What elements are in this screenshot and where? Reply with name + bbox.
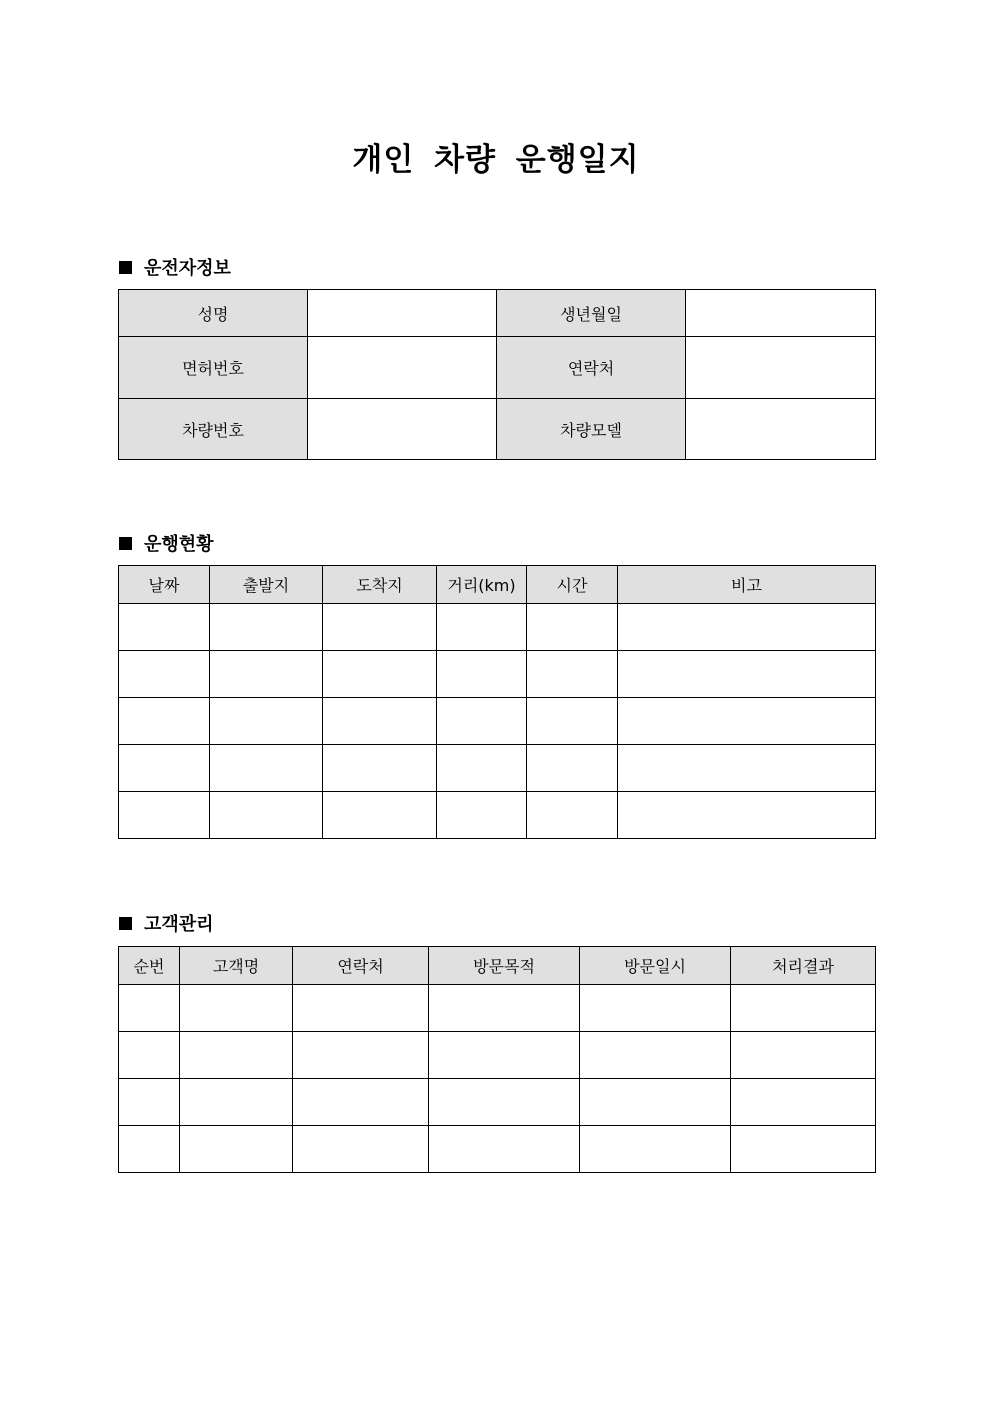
column-header-contact: 연락처 bbox=[293, 947, 429, 985]
table-cell[interactable] bbox=[731, 985, 876, 1032]
table-cell[interactable] bbox=[210, 651, 323, 698]
table-row bbox=[119, 792, 876, 839]
table-cell[interactable] bbox=[527, 792, 618, 839]
customers-table bbox=[118, 946, 876, 1173]
operation-table bbox=[118, 565, 876, 839]
name-field[interactable] bbox=[308, 290, 497, 337]
table-cell[interactable] bbox=[210, 698, 323, 745]
label-license-number: 면허번호 bbox=[119, 337, 308, 399]
table-header-row bbox=[119, 566, 876, 604]
vehicle-number-field[interactable] bbox=[308, 399, 497, 460]
column-header-seq: 순번 bbox=[119, 947, 180, 985]
table-cell[interactable] bbox=[580, 985, 731, 1032]
table-cell[interactable] bbox=[180, 1126, 293, 1173]
table-cell[interactable] bbox=[323, 745, 437, 792]
table-row bbox=[119, 745, 876, 792]
table-cell[interactable] bbox=[618, 698, 876, 745]
table-cell[interactable] bbox=[580, 1126, 731, 1173]
column-header-remarks: 비고 bbox=[618, 566, 876, 604]
bullet-square-icon bbox=[119, 917, 132, 930]
table-cell[interactable] bbox=[618, 604, 876, 651]
table-cell[interactable] bbox=[323, 792, 437, 839]
column-header-visit-purpose: 방문목적 bbox=[429, 947, 580, 985]
label-contact: 연락처 bbox=[497, 337, 686, 399]
column-header-result: 처리결과 bbox=[731, 947, 876, 985]
table-cell[interactable] bbox=[293, 1126, 429, 1173]
table-cell[interactable] bbox=[180, 1079, 293, 1126]
table-cell[interactable] bbox=[323, 698, 437, 745]
column-header-time: 시간 bbox=[527, 566, 618, 604]
label-vehicle-model: 차량모델 bbox=[497, 399, 686, 460]
column-header-distance: 거리(km) bbox=[437, 566, 527, 604]
table-cell[interactable] bbox=[618, 745, 876, 792]
table-cell[interactable] bbox=[119, 1126, 180, 1173]
table-cell[interactable] bbox=[429, 985, 580, 1032]
table-row bbox=[119, 1079, 876, 1126]
section-heading-label: 운전자정보 bbox=[144, 258, 231, 279]
vehicle-model-field[interactable] bbox=[686, 399, 876, 460]
table-cell[interactable] bbox=[119, 698, 210, 745]
table-row bbox=[119, 651, 876, 698]
column-header-date: 날짜 bbox=[119, 566, 210, 604]
column-header-visit-datetime: 방문일시 bbox=[580, 947, 731, 985]
table-row bbox=[119, 290, 876, 337]
bullet-square-icon bbox=[119, 537, 132, 550]
table-cell[interactable] bbox=[437, 604, 527, 651]
table-cell[interactable] bbox=[429, 1032, 580, 1079]
table-cell[interactable] bbox=[580, 1079, 731, 1126]
column-header-arrival: 도착지 bbox=[323, 566, 437, 604]
table-cell[interactable] bbox=[180, 985, 293, 1032]
table-cell[interactable] bbox=[119, 1032, 180, 1079]
table-cell[interactable] bbox=[618, 651, 876, 698]
table-cell[interactable] bbox=[429, 1126, 580, 1173]
table-cell[interactable] bbox=[119, 745, 210, 792]
contact-field[interactable] bbox=[686, 337, 876, 399]
column-header-customer-name: 고객명 bbox=[180, 947, 293, 985]
table-row bbox=[119, 604, 876, 651]
table-cell[interactable] bbox=[323, 604, 437, 651]
section-heading-label: 고객관리 bbox=[144, 914, 214, 935]
table-row bbox=[119, 399, 876, 460]
table-cell[interactable] bbox=[527, 651, 618, 698]
section-heading-operation bbox=[119, 530, 214, 556]
table-row bbox=[119, 698, 876, 745]
table-cell[interactable] bbox=[119, 604, 210, 651]
section-heading-label: 운행현황 bbox=[144, 534, 214, 555]
table-row bbox=[119, 1032, 876, 1079]
birthdate-field[interactable] bbox=[686, 290, 876, 337]
table-row bbox=[119, 985, 876, 1032]
table-cell[interactable] bbox=[119, 651, 210, 698]
label-birthdate: 생년월일 bbox=[497, 290, 686, 337]
table-cell[interactable] bbox=[437, 698, 527, 745]
table-cell[interactable] bbox=[293, 1032, 429, 1079]
table-cell[interactable] bbox=[429, 1079, 580, 1126]
license-number-field[interactable] bbox=[308, 337, 497, 399]
table-cell[interactable] bbox=[731, 1079, 876, 1126]
table-cell[interactable] bbox=[323, 651, 437, 698]
label-vehicle-number: 차량번호 bbox=[119, 399, 308, 460]
table-cell[interactable] bbox=[527, 745, 618, 792]
table-cell[interactable] bbox=[293, 1079, 429, 1126]
table-cell[interactable] bbox=[293, 985, 429, 1032]
label-name: 성명 bbox=[119, 290, 308, 337]
table-cell[interactable] bbox=[437, 792, 527, 839]
table-cell[interactable] bbox=[580, 1032, 731, 1079]
table-cell[interactable] bbox=[119, 985, 180, 1032]
table-header-row bbox=[119, 947, 876, 985]
column-header-departure: 출발지 bbox=[210, 566, 323, 604]
table-cell[interactable] bbox=[119, 792, 210, 839]
table-cell[interactable] bbox=[618, 792, 876, 839]
table-cell[interactable] bbox=[731, 1126, 876, 1173]
page-title: 개인 차량 운행일지 bbox=[352, 142, 640, 178]
table-row bbox=[119, 1126, 876, 1173]
table-cell[interactable] bbox=[210, 745, 323, 792]
bullet-square-icon bbox=[119, 261, 132, 274]
section-heading-driver-info bbox=[119, 254, 231, 280]
table-cell[interactable] bbox=[210, 604, 323, 651]
table-cell[interactable] bbox=[527, 604, 618, 651]
table-cell[interactable] bbox=[527, 698, 618, 745]
section-heading-customers bbox=[119, 910, 214, 936]
table-cell[interactable] bbox=[437, 651, 527, 698]
table-cell[interactable] bbox=[119, 1079, 180, 1126]
table-cell[interactable] bbox=[210, 792, 323, 839]
table-cell[interactable] bbox=[731, 1032, 876, 1079]
table-cell[interactable] bbox=[437, 745, 527, 792]
driver-info-table bbox=[118, 289, 876, 460]
table-cell[interactable] bbox=[180, 1032, 293, 1079]
table-row bbox=[119, 337, 876, 399]
